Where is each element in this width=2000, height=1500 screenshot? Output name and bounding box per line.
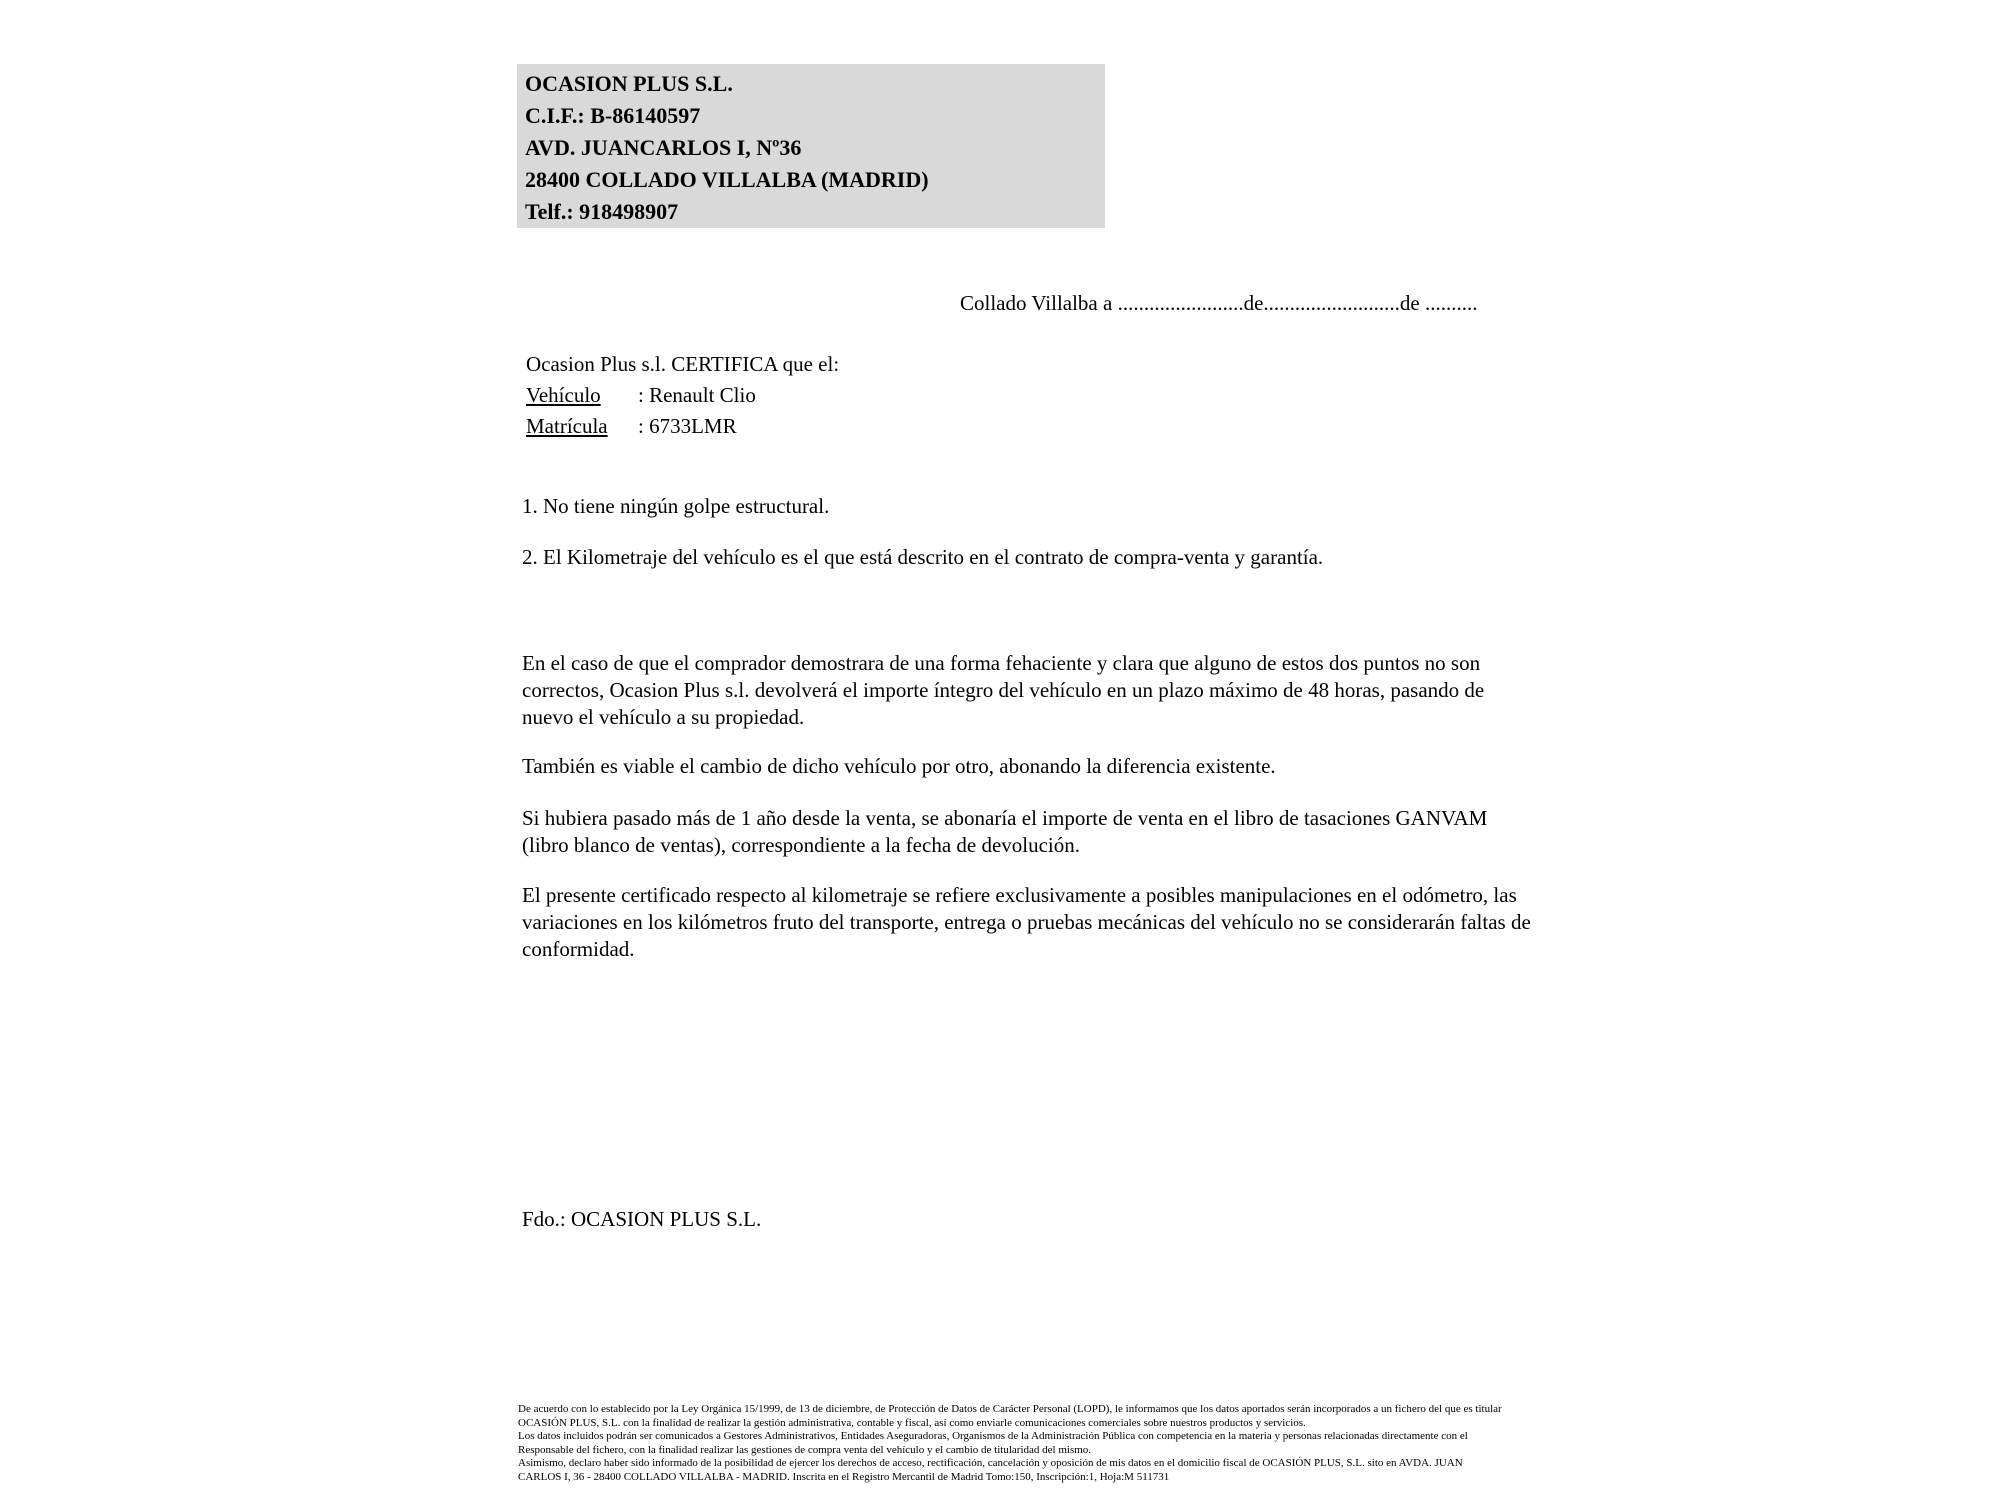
company-city: 28400 COLLADO VILLALBA (MADRID) bbox=[525, 167, 929, 192]
legal-line: CARLOS I, 36 - 28400 COLLADO VILLALBA - MADRID. Inscrita en el Registro Mercantil de Madrid Tomo:150, Inscripción:1, Hoja:M 511731 bbox=[518, 1470, 1170, 1483]
paragraph-ganvam-valuation: Si hubiera pasado más de 1 año desde la venta, se abonaría el importe de venta en el libro de tasaciones GANVAM (libro blanco de ventas), correspondiente a la fecha de devolución. bbox=[522, 806, 1488, 857]
vehicle-label: Vehículo bbox=[526, 383, 601, 407]
certification-block bbox=[526, 349, 839, 442]
legal-line: OCASIÓN PLUS, S.L. con la finalidad de realizar la gestión administrativa, contable y fiscal, así como enviarle comunicaciones comerciales sobre nuestros productos y servicios. bbox=[518, 1416, 1306, 1429]
vehicle-label-cell bbox=[526, 380, 638, 411]
date-line: Collado Villalba a ........................de..........................de .......... bbox=[960, 291, 1478, 315]
company-header-box bbox=[517, 64, 1105, 228]
plate-value: : 6733LMR bbox=[638, 414, 737, 438]
company-phone: Telf.: 918498907 bbox=[525, 199, 679, 224]
paragraph-refund-policy: En el caso de que el comprador demostrara de una forma fehaciente y clara que alguno de estos dos puntos no son correctos, Ocasion Plus s.l. devolverá el importe íntegro del vehículo en un plazo máximo de 48 horas, pasando de nuevo el vehículo a su propiedad. bbox=[522, 651, 1485, 729]
plate-row bbox=[526, 411, 839, 442]
legal-line: Responsable del fichero, con la finalidad realizar las gestiones de compra venta del vehículo y el cambio de titularidad del mismo. bbox=[518, 1443, 1092, 1456]
vehicle-row bbox=[526, 380, 839, 411]
statement-no-structural-damage: 1. No tiene ningún golpe estructural. bbox=[522, 494, 830, 518]
legal-line: De acuerdo con lo establecido por la Ley Orgánica 15/1999, de 13 de diciembre, de Protección de Datos de Carácter Personal (LOPD), le informamos que los datos aportados serán incorporados a un fichero del que es titular bbox=[518, 1403, 1502, 1415]
company-name: OCASION PLUS S.L. bbox=[525, 71, 733, 96]
plate-label-cell bbox=[526, 411, 638, 442]
company-address: AVD. JUANCARLOS I, Nº36 bbox=[525, 135, 802, 160]
statement-mileage: 2. El Kilometraje del vehículo es el que está descrito en el contrato de compra-venta y garantía. bbox=[522, 545, 1324, 569]
signature-line: Fdo.: OCASION PLUS S.L. bbox=[522, 1207, 762, 1231]
paragraph-exchange-option: También es viable el cambio de dicho vehículo por otro, abonando la diferencia existente. bbox=[522, 754, 1276, 778]
legal-line: Asimismo, declaro haber sido informado de la posibilidad de ejercer los derechos de acceso, rectificación, cancelación y oposición de mis datos en el domicilio fiscal de OCASIÓN PLUS, S.L. sito en AVDA. JUAN bbox=[518, 1457, 1463, 1470]
legal-line: Los datos incluidos podrán ser comunicados a Gestores Administrativos, Entidades Aseguradoras, Organismos de la Administración Pública con competencia en la materia y personas relacionadas directamente con el bbox=[518, 1430, 1468, 1443]
paragraph-odometer-disclaimer: El presente certificado respecto al kilometraje se refiere exclusivamente a posibles manipulaciones en el odómetro, las variaciones en los kilómetros fruto del transporte, entrega o pruebas mecánicas del vehículo no se considerarán faltas de conformidad. bbox=[522, 883, 1531, 961]
plate-label: Matrícula bbox=[526, 414, 608, 438]
certify-intro: Ocasion Plus s.l. CERTIFICA que el: bbox=[526, 352, 840, 376]
vehicle-value: : Renault Clio bbox=[638, 383, 756, 407]
company-cif: C.I.F.: B-86140597 bbox=[525, 103, 701, 128]
legal-footer bbox=[518, 1403, 1502, 1485]
